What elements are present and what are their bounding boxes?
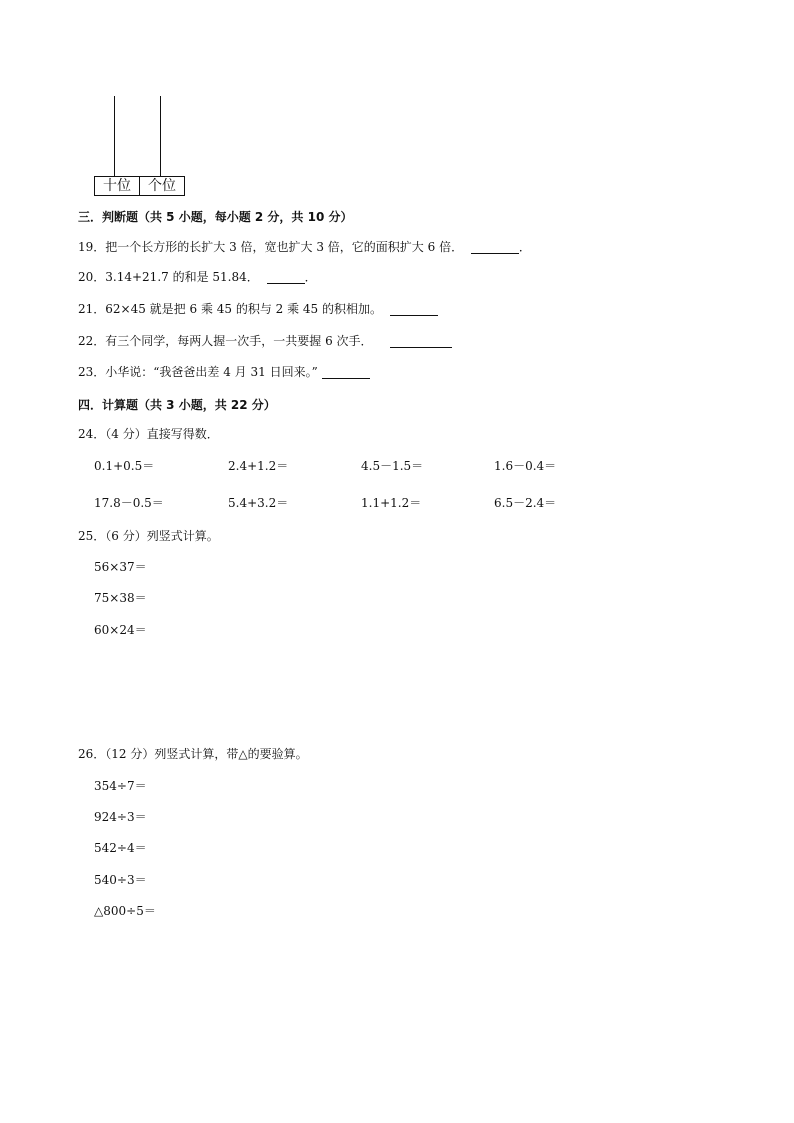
question-23 xyxy=(78,365,370,379)
calc-24-3: 4.5－1.5＝ xyxy=(361,459,424,473)
question-26-title: 26．（12 分）列竖式计算，带△的要验算。 xyxy=(78,747,308,761)
section-4-heading: 四．计算题（共 3 小题，共 22 分） xyxy=(78,398,276,412)
calc-24-1: 0.1+0.5＝ xyxy=(94,459,155,473)
question-20 xyxy=(78,270,317,284)
answer-blank-23[interactable] xyxy=(322,366,370,379)
question-20-text: 20．3.14+21.7 的和是 51.84． xyxy=(78,270,259,284)
question-21-text: 21．62×45 就是把 6 乘 45 的积与 2 乘 45 的积相加。 xyxy=(78,302,383,316)
calc-25-2: 75×38＝ xyxy=(94,591,147,605)
question-22 xyxy=(78,334,452,348)
question-19-text: 19．把一个长方形的长扩大 3 倍，宽也扩大 3 倍，它的面积扩大 6 倍． xyxy=(78,240,464,254)
answer-blank-20[interactable] xyxy=(267,271,305,284)
calc-24-6: 5.4+3.2＝ xyxy=(228,496,289,510)
question-25-title: 25．（6 分）列竖式计算。 xyxy=(78,529,219,543)
place-value-table xyxy=(94,176,185,196)
question-19-suffix: ． xyxy=(518,240,531,254)
section-3-heading: 三．判断题（共 5 小题，每小题 2 分，共 10 分） xyxy=(78,210,353,224)
answer-blank-19[interactable] xyxy=(471,241,519,254)
abacus-rod-tens xyxy=(114,96,115,176)
answer-blank-22[interactable] xyxy=(390,335,452,348)
question-22-text: 22．有三个同学，每两人握一次手，一共要握 6 次手． xyxy=(78,334,373,348)
calc-26-5: △800÷5＝ xyxy=(94,904,156,918)
calc-24-5: 17.8－0.5＝ xyxy=(94,496,164,510)
answer-blank-21[interactable] xyxy=(390,303,438,316)
calc-26-3: 542÷4＝ xyxy=(94,841,147,855)
calc-24-4: 1.6－0.4＝ xyxy=(494,459,557,473)
calc-24-8: 6.5－2.4＝ xyxy=(494,496,557,510)
calc-24-2: 2.4+1.2＝ xyxy=(228,459,289,473)
abacus-rod-ones xyxy=(160,96,161,176)
calc-25-3: 60×24＝ xyxy=(94,623,147,637)
calc-25-1: 56×37＝ xyxy=(94,560,147,574)
calc-26-4: 540÷3＝ xyxy=(94,873,147,887)
question-20-suffix: ． xyxy=(304,270,317,284)
question-23-text: 23．小华说：“我爸爸出差 4 月 31 日回来。” xyxy=(78,365,318,379)
calc-26-2: 924÷3＝ xyxy=(94,810,147,824)
question-24-title: 24．（4 分）直接写得数． xyxy=(78,427,219,441)
calc-26-1: 354÷7＝ xyxy=(94,779,147,793)
place-label-tens: 十位 xyxy=(95,177,140,196)
place-label-ones: 个位 xyxy=(140,177,185,196)
question-19 xyxy=(78,240,531,254)
question-21 xyxy=(78,302,438,316)
calc-24-7: 1.1+1.2＝ xyxy=(361,496,422,510)
